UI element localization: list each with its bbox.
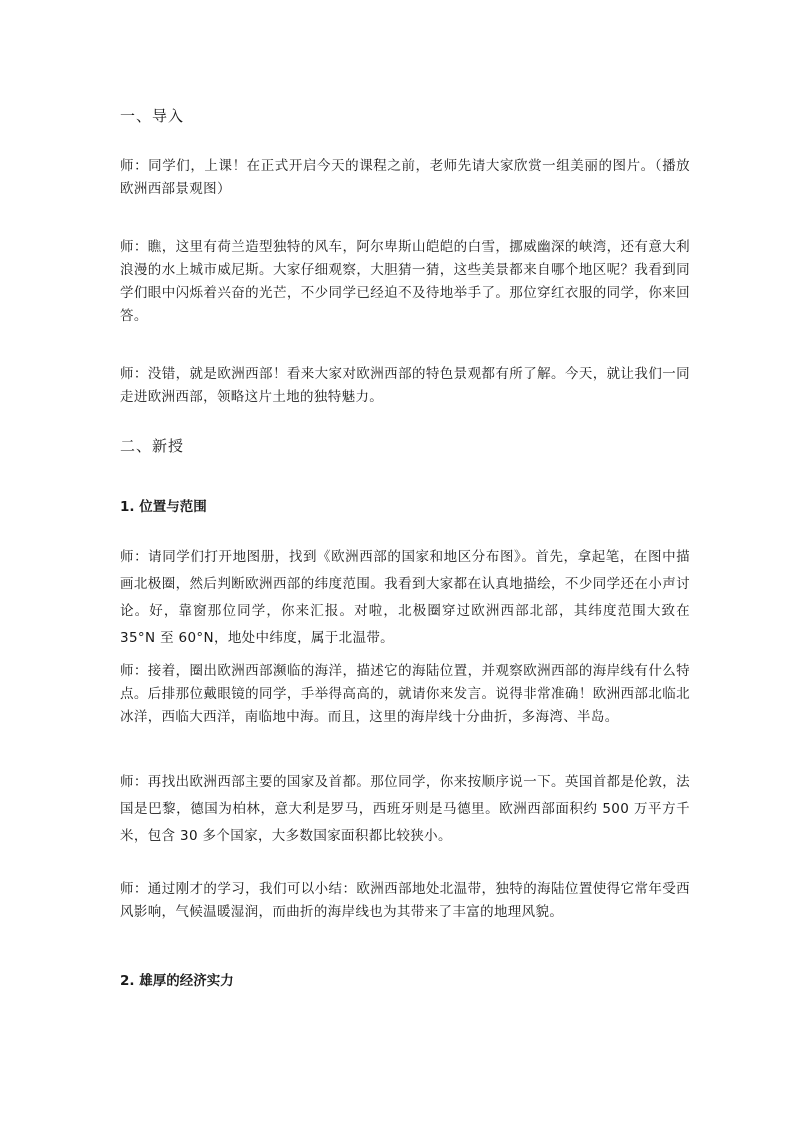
heading-text: 一、导入	[120, 107, 185, 125]
paragraph	[120, 769, 690, 850]
subheading-text: 1. 位置与范围	[120, 499, 207, 515]
paragraph	[120, 878, 690, 924]
paragraph	[120, 544, 690, 652]
paragraph	[120, 363, 690, 409]
heading-text: 二、新授	[120, 437, 185, 455]
paragraph	[120, 155, 690, 201]
section-heading-new-lesson	[120, 436, 690, 456]
paragraph-text: 师：接着，圈出欧洲西部濒临的海洋，描述它的海陆位置，并观察欧洲西部的海岸线有什么特点。后排那位戴眼镜的同学，手举得高高的，就请你来发言。说得非常准确！欧洲西部北临北冰洋，西临大西洋，南临地中海。而且，这里的海岸线十分曲折，多海湾、半岛。	[120, 663, 690, 725]
paragraph	[120, 236, 690, 328]
paragraph-text: 师：再找出欧洲西部主要的国家及首都。那位同学，你来按顺序说一下。英国首都是伦敦，法国是巴黎，德国为柏林，意大利是罗马，西班牙则是马德里。欧洲西部面积约 500 万平方千米，包含 30 多个国家，大多数国家面积都比较狭小。	[120, 774, 690, 844]
paragraph	[120, 660, 690, 729]
subsection-heading-location	[120, 497, 690, 517]
section-heading-intro	[120, 106, 690, 126]
subsection-heading-economy	[120, 971, 690, 991]
paragraph-text: 师：请同学们打开地图册，找到《欧洲西部的国家和地区分布图》。首先，拿起笔，在图中描画北极圈，然后判断欧洲西部的纬度范围。我看到大家都在认真地描绘，不少同学还在小声讨论。好，靠窗那位同学，你来汇报。对啦，北极圈穿过欧洲西部北部，其纬度范围大致在 35°N 至 60°N，地处中纬度，属于北温带。	[120, 549, 690, 646]
paragraph-text: 师：同学们，上课！在正式开启今天的课程之前，老师先请大家欣赏一组美丽的图片。（播放欧洲西部景观图）	[120, 158, 690, 197]
paragraph-text: 师：通过刚才的学习，我们可以小结：欧洲西部地处北温带，独特的海陆位置使得它常年受西风影响，气候温暖湿润，而曲折的海岸线也为其带来了丰富的地理风貌。	[120, 881, 690, 920]
paragraph-text: 师：没错，就是欧洲西部！看来大家对欧洲西部的特色景观都有所了解。今天，就让我们一同走进欧洲西部，领略这片土地的独特魅力。	[120, 366, 690, 405]
subheading-text: 2. 雄厚的经济实力	[120, 973, 234, 989]
paragraph-text: 师：瞧，这里有荷兰造型独特的风车，阿尔卑斯山皑皑的白雪，挪威幽深的峡湾，还有意大利浪漫的水上城市威尼斯。大家仔细观察，大胆猜一猜，这些美景都来自哪个地区呢？我看到同学们眼中闪烁着兴奋的光芒，不少同学已经迫不及待地举手了。那位穿红衣服的同学，你来回答。	[120, 239, 690, 324]
